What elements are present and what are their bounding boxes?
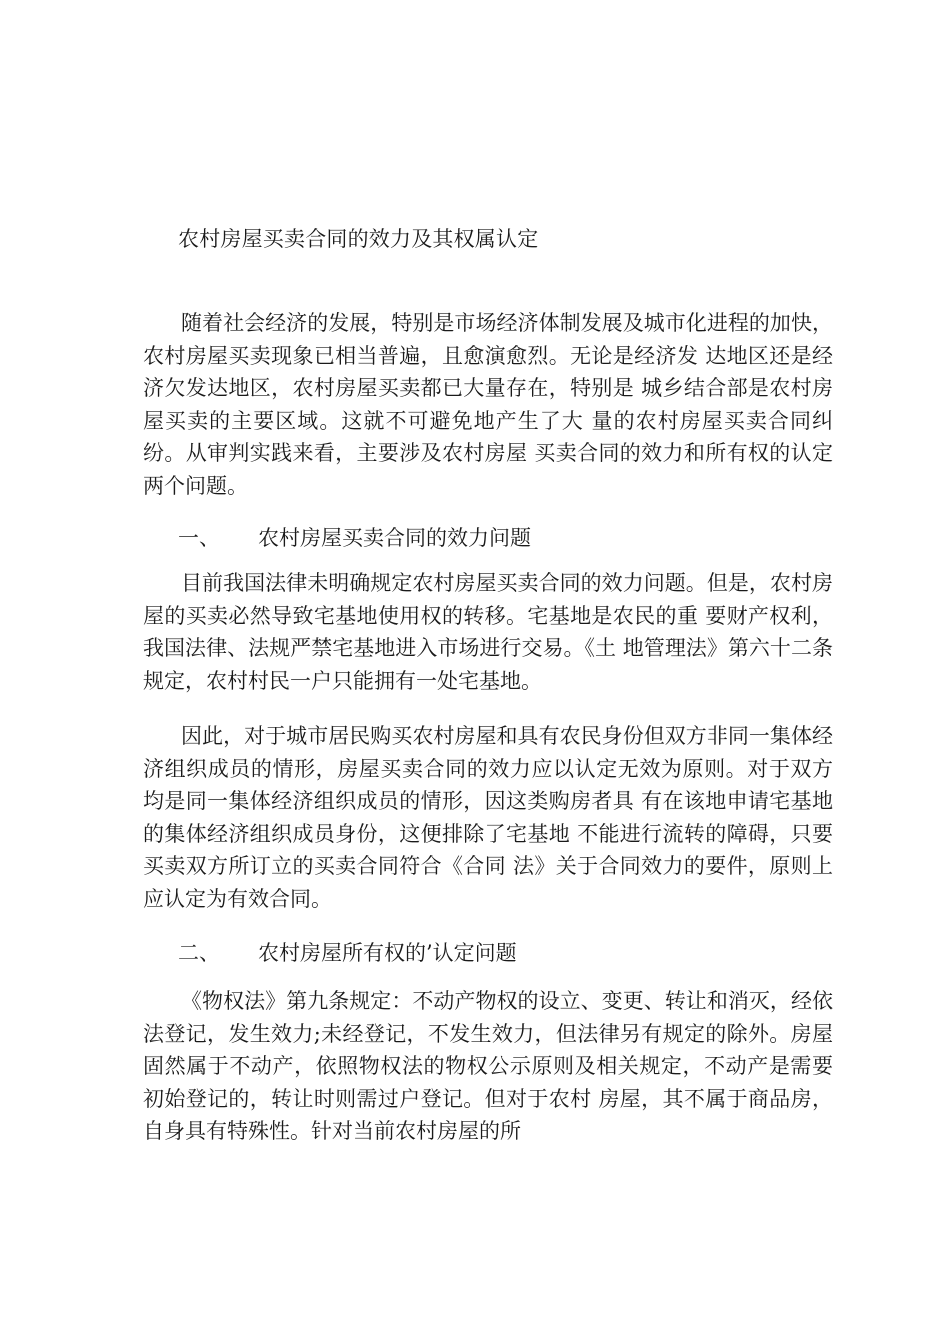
paragraph-validity: 目前我国法律未明确规定农村房屋买卖合同的效力问题。但是，农村房屋的买卖必然导致宅基地使用权的转移。宅基地是农民的重 要财产权利，我国法律、法规严禁宅基地进入市场进行交易。《土 地管理法》第六十二条规定，农村村民一户只能拥有一处宅基地。 (143, 571, 833, 693)
section-number: 一、 (178, 526, 220, 550)
document-title: 农村房屋买卖合同的效力及其权属认定 (178, 227, 539, 251)
section-number: 二、 (178, 941, 220, 965)
paragraph-intro: 随着社会经济的发展，特别是市场经济体制发展及城市化进程的加快，农村房屋买卖现象已相当普遍，且愈演愈烈。无论是经济发 达地区还是经济欠发达地区，农村房屋买卖都已大量存在，特别是 城乡结合部是农村房屋买卖的主要区域。这就不可避免地产生了大 量的农村房屋买卖合同纠纷。从审判实践来看，主要涉及农村房屋 买卖合同的效力和所有权的认定两个问题。 (143, 311, 833, 498)
section-heading-1 (178, 524, 531, 552)
section-heading-2 (178, 939, 517, 967)
paragraph-conclusion: 因此，对于城市居民购买农村房屋和具有农民身份但双方非同一集体经济组织成员的情形，房屋买卖合同的效力应以认定无效为原则。对于双方均是同一集体经济组织成员的情形，因这类购房者具 有在该地申请宅基地的集体经济组织成员身份，这便排除了宅基地 不能进行流转的障碍，只要买卖双方所订立的买卖合同符合《合同 法》关于合同效力的要件，原则上应认定为有效合同。 (143, 724, 833, 911)
section-heading-text: 农村房屋所有权的’认定问题 (258, 941, 517, 965)
section-heading-text: 农村房屋买卖合同的效力问题 (258, 526, 531, 550)
paragraph-property-law: 《物权法》第九条规定：不动产物权的设立、变更、转让和消灭，经依法登记，发生效力;未经登记，不发生效力，但法律另有规定的除外。房屋固然属于不动产，依照物权法的物权公示原则及相关规定，不动产是需要初始登记的，转让时则需过户登记。但对于农村 房屋，其不属于商品房，自身具有特殊性。针对当前农村房屋的所 (143, 989, 833, 1143)
